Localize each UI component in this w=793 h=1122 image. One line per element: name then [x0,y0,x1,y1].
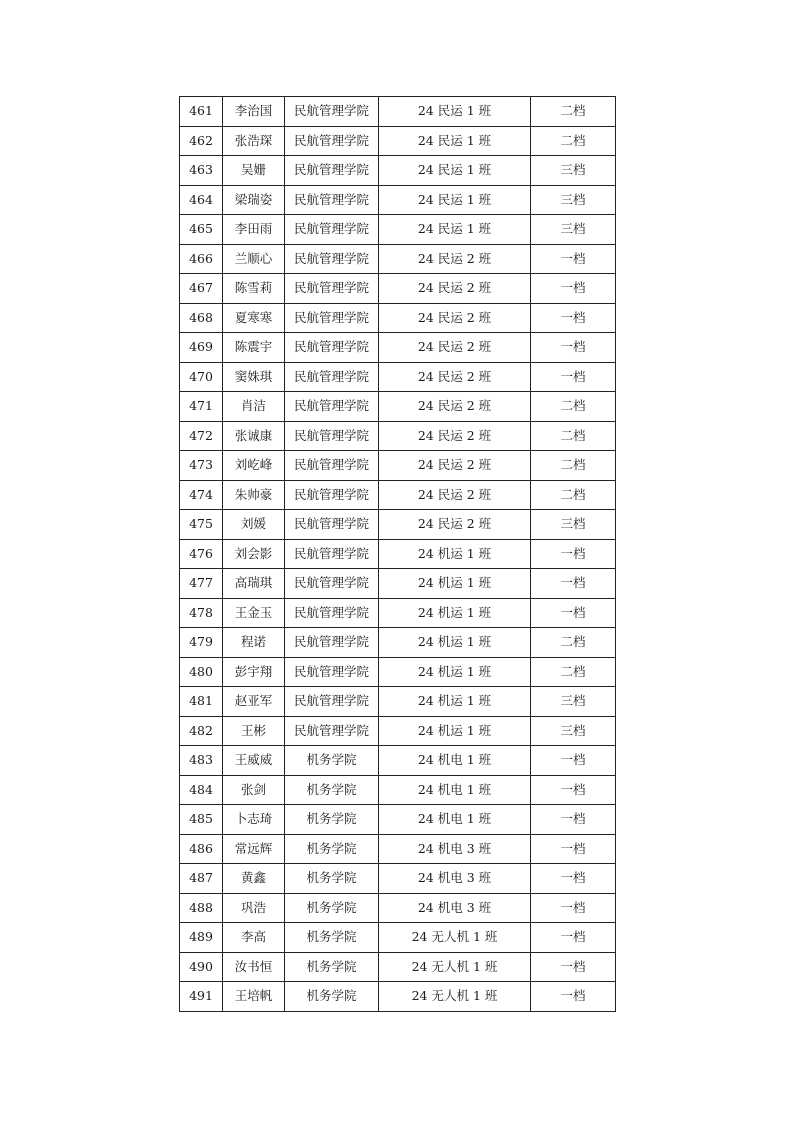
class-cell: 24 机电 3 班 [379,893,531,923]
student-name-cell: 张浩琛 [223,126,285,156]
college-cell: 民航管理学院 [285,716,379,746]
row-number-cell: 472 [180,421,223,451]
grade-cell: 二档 [531,421,616,451]
student-name-cell: 刘屹峰 [223,451,285,481]
row-number-cell: 490 [180,952,223,982]
grade-cell: 一档 [531,244,616,274]
grade-cell: 一档 [531,598,616,628]
row-number-cell: 488 [180,893,223,923]
college-cell: 民航管理学院 [285,392,379,422]
college-cell: 民航管理学院 [285,539,379,569]
college-cell: 民航管理学院 [285,569,379,599]
table-row [180,510,616,540]
college-cell: 民航管理学院 [285,628,379,658]
college-cell: 机务学院 [285,805,379,835]
college-cell: 民航管理学院 [285,97,379,127]
college-cell: 机务学院 [285,923,379,953]
class-cell: 24 机运 1 班 [379,716,531,746]
college-cell: 机务学院 [285,834,379,864]
college-cell: 民航管理学院 [285,480,379,510]
grade-cell: 二档 [531,480,616,510]
student-name-cell: 高瑞琪 [223,569,285,599]
student-name-cell: 肖洁 [223,392,285,422]
grade-cell: 二档 [531,628,616,658]
class-cell: 24 民运 2 班 [379,480,531,510]
table-row [180,598,616,628]
student-name-cell: 程诺 [223,628,285,658]
table-row [180,244,616,274]
table-row [180,716,616,746]
table-row [180,539,616,569]
class-cell: 24 无人机 1 班 [379,982,531,1012]
row-number-cell: 477 [180,569,223,599]
row-number-cell: 471 [180,392,223,422]
row-number-cell: 479 [180,628,223,658]
row-number-cell: 491 [180,982,223,1012]
student-name-cell: 刘媛 [223,510,285,540]
grade-cell: 一档 [531,982,616,1012]
student-name-cell: 陈震宇 [223,333,285,363]
college-cell: 民航管理学院 [285,244,379,274]
grade-cell: 三档 [531,185,616,215]
student-name-cell: 窦姝琪 [223,362,285,392]
student-name-cell: 王培帆 [223,982,285,1012]
table-row [180,834,616,864]
college-cell: 民航管理学院 [285,362,379,392]
student-name-cell: 李田雨 [223,215,285,245]
class-cell: 24 民运 2 班 [379,510,531,540]
class-cell: 24 民运 2 班 [379,274,531,304]
college-cell: 机务学院 [285,982,379,1012]
grade-cell: 一档 [531,274,616,304]
student-name-cell: 张剑 [223,775,285,805]
college-cell: 民航管理学院 [285,274,379,304]
row-number-cell: 473 [180,451,223,481]
student-name-cell: 夏寒寒 [223,303,285,333]
grade-cell: 二档 [531,392,616,422]
class-cell: 24 民运 2 班 [379,303,531,333]
row-number-cell: 486 [180,834,223,864]
grade-cell: 一档 [531,333,616,363]
row-number-cell: 461 [180,97,223,127]
college-cell: 民航管理学院 [285,598,379,628]
grade-cell: 一档 [531,805,616,835]
class-cell: 24 民运 1 班 [379,97,531,127]
row-number-cell: 484 [180,775,223,805]
class-cell: 24 机运 1 班 [379,657,531,687]
class-cell: 24 民运 1 班 [379,156,531,186]
class-cell: 24 民运 2 班 [379,421,531,451]
college-cell: 机务学院 [285,864,379,894]
class-cell: 24 机电 1 班 [379,746,531,776]
college-cell: 民航管理学院 [285,215,379,245]
grade-cell: 一档 [531,362,616,392]
table-row [180,185,616,215]
grade-cell: 二档 [531,451,616,481]
student-name-cell: 李治国 [223,97,285,127]
table-row [180,569,616,599]
class-cell: 24 民运 2 班 [379,244,531,274]
row-number-cell: 474 [180,480,223,510]
student-name-cell: 吴姗 [223,156,285,186]
college-cell: 民航管理学院 [285,333,379,363]
table-row [180,451,616,481]
grade-cell: 三档 [531,510,616,540]
class-cell: 24 民运 1 班 [379,126,531,156]
table-row [180,97,616,127]
student-name-cell: 兰顺心 [223,244,285,274]
table-row [180,982,616,1012]
table-row [180,775,616,805]
table-row [180,215,616,245]
row-number-cell: 483 [180,746,223,776]
class-cell: 24 机运 1 班 [379,628,531,658]
grade-cell: 一档 [531,775,616,805]
college-cell: 机务学院 [285,893,379,923]
class-cell: 24 民运 1 班 [379,185,531,215]
college-cell: 机务学院 [285,952,379,982]
class-cell: 24 机电 3 班 [379,834,531,864]
student-name-cell: 巩浩 [223,893,285,923]
student-name-cell: 彭宇翔 [223,657,285,687]
row-number-cell: 468 [180,303,223,333]
table-row [180,628,616,658]
college-cell: 民航管理学院 [285,185,379,215]
college-cell: 机务学院 [285,775,379,805]
table-row [180,333,616,363]
grade-cell: 三档 [531,215,616,245]
row-number-cell: 485 [180,805,223,835]
student-name-cell: 朱帅豪 [223,480,285,510]
table-row [180,657,616,687]
row-number-cell: 476 [180,539,223,569]
grade-cell: 一档 [531,923,616,953]
row-number-cell: 469 [180,333,223,363]
grade-cell: 一档 [531,746,616,776]
college-cell: 民航管理学院 [285,126,379,156]
class-cell: 24 民运 2 班 [379,333,531,363]
row-number-cell: 480 [180,657,223,687]
table-row [180,952,616,982]
student-name-cell: 李高 [223,923,285,953]
class-cell: 24 民运 2 班 [379,392,531,422]
grade-cell: 一档 [531,864,616,894]
grade-cell: 二档 [531,126,616,156]
table-row [180,923,616,953]
student-name-cell: 汝书恒 [223,952,285,982]
class-cell: 24 无人机 1 班 [379,952,531,982]
table-row [180,864,616,894]
college-cell: 机务学院 [285,746,379,776]
table-row [180,805,616,835]
row-number-cell: 487 [180,864,223,894]
row-number-cell: 466 [180,244,223,274]
table-row [180,362,616,392]
student-name-cell: 常远辉 [223,834,285,864]
class-cell: 24 民运 2 班 [379,362,531,392]
grade-cell: 一档 [531,952,616,982]
grade-cell: 一档 [531,569,616,599]
student-name-cell: 黄鑫 [223,864,285,894]
student-name-cell: 赵亚军 [223,687,285,717]
class-cell: 24 民运 1 班 [379,215,531,245]
row-number-cell: 467 [180,274,223,304]
table-row [180,746,616,776]
student-name-cell: 王彬 [223,716,285,746]
grade-cell: 三档 [531,716,616,746]
class-cell: 24 机运 1 班 [379,569,531,599]
student-table [179,96,616,1012]
class-cell: 24 机运 1 班 [379,598,531,628]
class-cell: 24 机电 3 班 [379,864,531,894]
student-name-cell: 陈雪莉 [223,274,285,304]
table-row [180,274,616,304]
college-cell: 民航管理学院 [285,510,379,540]
college-cell: 民航管理学院 [285,303,379,333]
student-name-cell: 卜志琦 [223,805,285,835]
table-row [180,480,616,510]
table-row [180,687,616,717]
grade-cell: 一档 [531,834,616,864]
row-number-cell: 462 [180,126,223,156]
grade-cell: 一档 [531,539,616,569]
college-cell: 民航管理学院 [285,421,379,451]
grade-cell: 二档 [531,97,616,127]
grade-cell: 一档 [531,303,616,333]
table-body [180,97,616,1012]
class-cell: 24 机电 1 班 [379,775,531,805]
grade-cell: 一档 [531,893,616,923]
class-cell: 24 机运 1 班 [379,687,531,717]
college-cell: 民航管理学院 [285,156,379,186]
table-row [180,126,616,156]
row-number-cell: 465 [180,215,223,245]
class-cell: 24 机电 1 班 [379,805,531,835]
row-number-cell: 470 [180,362,223,392]
row-number-cell: 481 [180,687,223,717]
class-cell: 24 机运 1 班 [379,539,531,569]
row-number-cell: 475 [180,510,223,540]
grade-cell: 三档 [531,156,616,186]
student-name-cell: 王威威 [223,746,285,776]
student-name-cell: 梁瑞姿 [223,185,285,215]
row-number-cell: 482 [180,716,223,746]
student-name-cell: 王金玉 [223,598,285,628]
college-cell: 民航管理学院 [285,687,379,717]
college-cell: 民航管理学院 [285,451,379,481]
table-row [180,893,616,923]
grade-cell: 三档 [531,687,616,717]
row-number-cell: 478 [180,598,223,628]
class-cell: 24 民运 2 班 [379,451,531,481]
table-row [180,156,616,186]
row-number-cell: 463 [180,156,223,186]
row-number-cell: 489 [180,923,223,953]
student-name-cell: 刘会影 [223,539,285,569]
grade-cell: 二档 [531,657,616,687]
table-row [180,421,616,451]
table-row [180,392,616,422]
class-cell: 24 无人机 1 班 [379,923,531,953]
table-row [180,303,616,333]
row-number-cell: 464 [180,185,223,215]
college-cell: 民航管理学院 [285,657,379,687]
student-name-cell: 张诚康 [223,421,285,451]
